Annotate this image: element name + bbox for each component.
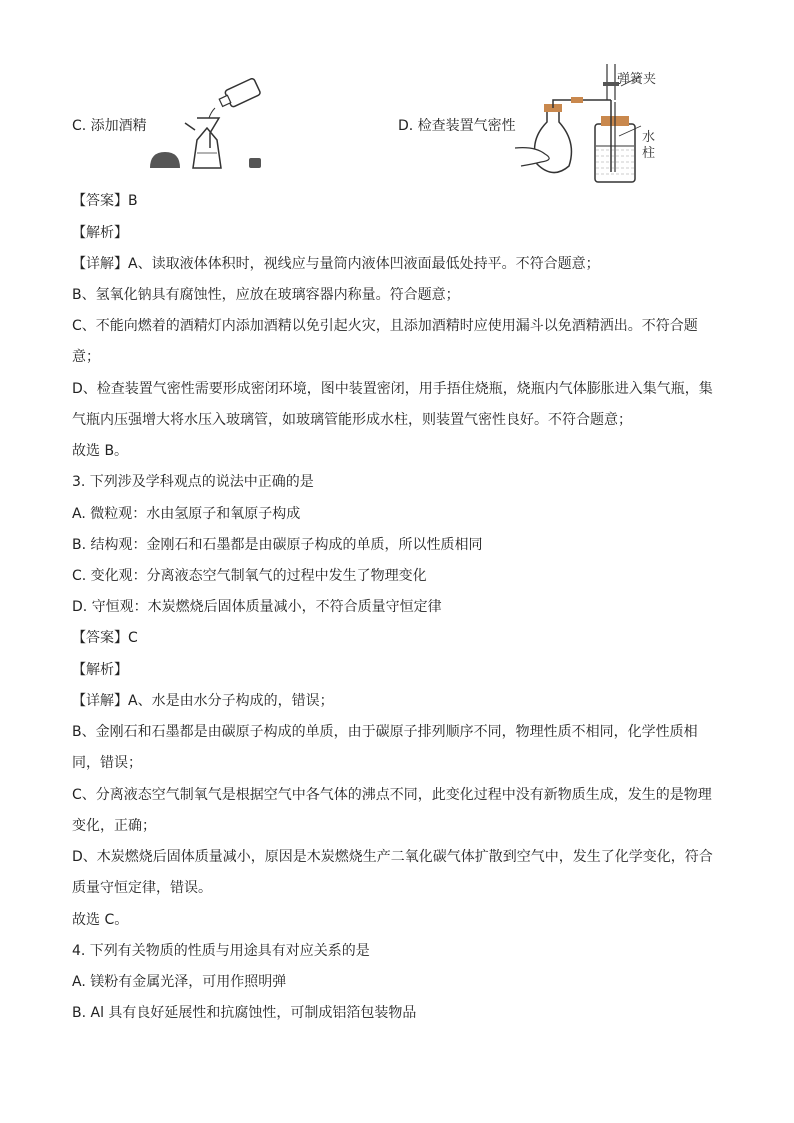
detail-3-d1: D、木炭燃烧后固体质量减小，原因是木炭燃烧生产二氧化碳气体扩散到空气中，发生了化学变化，符合 <box>72 849 713 865</box>
answer-2: 【答案】B <box>72 193 138 209</box>
analysis-3: 【解析】 <box>72 662 128 678</box>
option-d-label: D. 检查装置气密性 <box>398 118 516 134</box>
detail-2-d1: D、检查装置气密性需要形成密闭环境，图中装置密闭，用手捂住烧瓶，烧瓶内气体膨胀进入集气瓶，集 <box>72 381 713 397</box>
water-column-label-2: 柱 <box>642 146 656 161</box>
q3-option-b: B. 结构观：金刚石和石墨都是由碳原子构成的单质，所以性质相同 <box>72 537 483 553</box>
detail-3-d2: 质量守恒定律，错误。 <box>72 880 212 896</box>
detail-3-a: 【详解】A、水是由水分子构成的，错误； <box>72 693 334 709</box>
analysis-2: 【解析】 <box>72 225 128 241</box>
water-column-label-1: 水 <box>642 130 656 145</box>
q3-option-d: D. 守恒观：木炭燃烧后固体质量减小，不符合质量守恒定律 <box>72 599 442 615</box>
answer-3: 【答案】C <box>72 630 138 646</box>
add-alcohol-figure <box>145 78 275 173</box>
detail-2-b: B、氢氧化钠具有腐蚀性，应放在玻璃容器内称量。符合题意； <box>72 287 460 303</box>
detail-2-a: 【详解】A、读取液体体积时，视线应与量筒内液体凹液面最低处持平。不符合题意； <box>72 256 600 272</box>
detail-3-c2: 变化，正确； <box>72 818 156 834</box>
detail-3-c1: C、分离液态空气制氧气是根据空气中各气体的沸点不同，此变化过程中没有新物质生成，发生的是物理 <box>72 787 712 803</box>
choice-3: 故选 C。 <box>72 912 129 928</box>
q4-option-a: A. 镁粉有金属光泽，可用作照明弹 <box>72 974 287 990</box>
option-c-label: C. 添加酒精 <box>72 118 147 134</box>
detail-2-d2: 气瓶内压强增大将水压入玻璃管，如玻璃管能形成水柱，则装置气密性良好。不符合题意； <box>72 412 632 428</box>
question-3: 3. 下列涉及学科观点的说法中正确的是 <box>72 474 314 490</box>
spring-clip-label: 弹簧夹 <box>617 72 657 87</box>
q3-option-c: C. 变化观：分离液态空气制氧气的过程中发生了物理变化 <box>72 568 427 584</box>
q4-option-b: B. Al 具有良好延展性和抗腐蚀性，可制成铝箔包装物品 <box>72 1005 417 1021</box>
detail-3-b1: B、金刚石和石墨都是由碳原子构成的单质，由于碳原子排列顺序不同，物理性质不相同，化学性质相 <box>72 724 698 740</box>
detail-2-c1: C、不能向燃着的酒精灯内添加酒精以免引起火灾，且添加酒精时应使用漏斗以免酒精洒出。不符合题 <box>72 318 698 334</box>
q3-option-a: A. 微粒观：水由氢原子和氧原子构成 <box>72 506 301 522</box>
choice-2: 故选 B。 <box>72 443 129 459</box>
detail-3-b2: 同，错误； <box>72 755 142 771</box>
question-4: 4. 下列有关物质的性质与用途具有对应关系的是 <box>72 943 370 959</box>
detail-2-c2: 意； <box>72 349 100 365</box>
